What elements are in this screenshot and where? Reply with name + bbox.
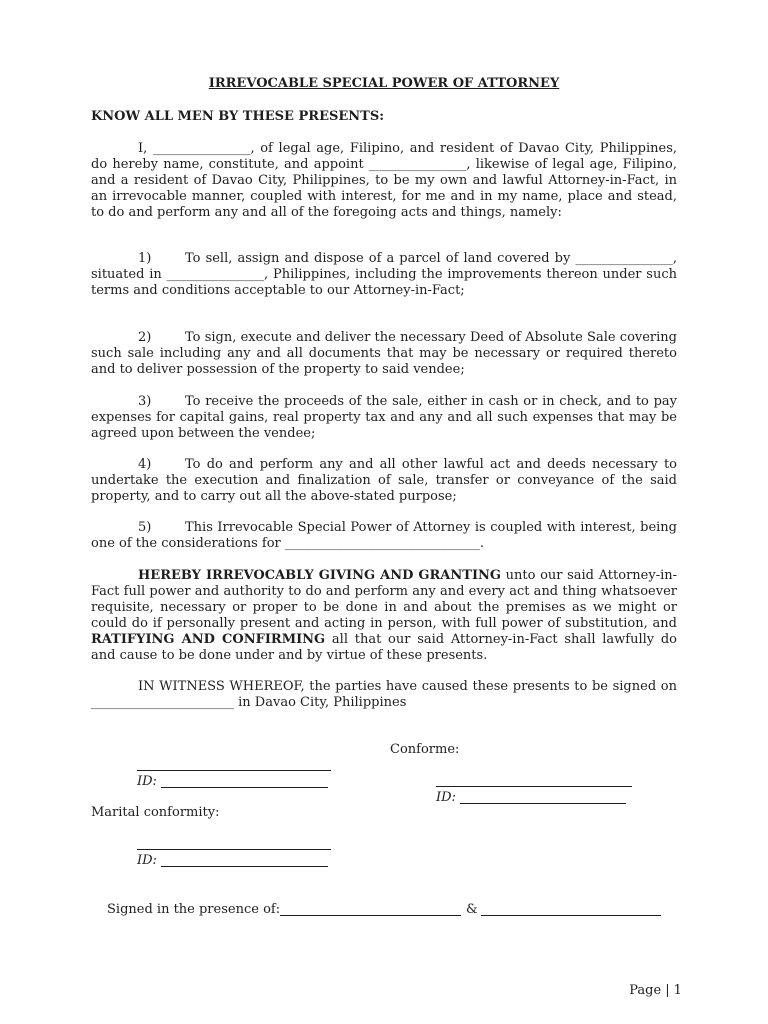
item-5: [91, 520, 677, 552]
item-4: [91, 457, 677, 505]
item-1: [91, 251, 677, 299]
attorney-name-blank: _______________: [368, 157, 467, 172]
marital-conformity-label: Marital conformity:: [91, 805, 220, 820]
witness-text-1: IN WITNESS WHEREOF, the parties have caused these presents to be signed on: [138, 679, 677, 694]
item-3-text: To receive the proceeds of the sale, either in cash or in check, and to pay expenses for capital gains, real property tax and any and all such expenses that may be agreed upon between the vendee;: [91, 394, 677, 441]
intro-text-2: , of legal age, Filipino, and resident of Davao City, Philippines, do hereby name, constitute, and appoint: [91, 141, 677, 172]
item-5-text-1: This Irrevocable Special Power of Attorney is coupled with interest, being one of the considerations for: [91, 520, 677, 551]
spouse-signature-line: [137, 849, 331, 850]
granting-bold-1: HEREBY IRREVOCABLY GIVING AND GRANTING: [138, 568, 502, 583]
item-2-number: 2): [138, 330, 152, 345]
item-3: [91, 394, 677, 442]
item-1-number: 1): [138, 251, 152, 266]
page-footer: [621, 968, 682, 998]
intro-text-3: , likewise of legal age, Filipino, and a resident of Davao City, Philippines, to be my own and lawful Attorney-in-Fact, in an irrevocable manner, coupled with interest, for me and in my name, place and stead, to do and perform any and all of the foregoing acts and things, namely:: [91, 157, 677, 220]
spouse-id-line: [161, 866, 328, 867]
conforme-label: Conforme:: [390, 742, 460, 757]
witnesses-label: Signed in the presence of:: [107, 902, 281, 917]
item-5-number: 5): [138, 520, 152, 535]
item-5-text-2: .: [479, 536, 485, 551]
consideration-blank: ______________________________: [284, 536, 480, 551]
grantor-name-blank: _______________: [152, 141, 251, 156]
witness-ampersand: &: [466, 902, 478, 917]
principal-id-line: [161, 787, 328, 788]
page-separator: |: [665, 983, 670, 998]
item-4-text: To do and perform any and all other lawful act and deeds necessary to undertake the execution and finalization of sale, transfer or conveyance of the said property, and to carry out all the above-stated purpose;: [91, 457, 677, 504]
intro-paragraph: [91, 141, 677, 221]
witness-1-line: [280, 915, 461, 916]
conforme-id-line: [460, 803, 626, 804]
item-2-text: To sign, execute and deliver the necessary Deed of Absolute Sale covering such sale including any and all documents that may be necessary or required thereto and to deliver possession of the property to said vendee;: [91, 330, 677, 377]
salutation: KNOW ALL MEN BY THESE PRESENTS:: [91, 109, 385, 124]
granting-text-1: unto our said Attorney-in-Fact full power and authority to do and perform any and every act and thing whatsoever requisite, necessary or proper to be done in and about the premises as we might or could do if personally present and acting in person, with full power of substitution, and: [91, 568, 678, 631]
location-blank: _______________: [166, 267, 265, 282]
page-number: 1: [673, 983, 682, 998]
witness-text-2: in Davao City, Philippines: [234, 695, 407, 710]
item-2: [91, 330, 677, 378]
conforme-id-label: ID:: [436, 790, 456, 805]
item-4-number: 4): [138, 457, 152, 472]
conforme-signature-line: [436, 786, 632, 787]
title-number-blank: _______________: [575, 251, 673, 266]
document-title: IRREVOCABLE SPECIAL POWER OF ATTORNEY: [208, 76, 560, 91]
item-1-text-3: , Philippines, including the improvements thereon under such terms and conditions acceptable to our Attorney-in-Fact;: [91, 267, 677, 298]
item-3-number: 3): [138, 394, 152, 409]
granting-bold-2: RATIFYING AND CONFIRMING: [91, 632, 326, 647]
date-blank: ______________________: [91, 695, 234, 710]
granting-text-2: all that our said Attorney-in-Fact shall lawfully do and cause to be done under and by virtue of these presents.: [91, 632, 678, 663]
principal-signature-line: [137, 770, 331, 771]
intro-text-1: I,: [138, 141, 153, 156]
witness-paragraph: [91, 679, 677, 711]
principal-id-label: ID:: [137, 774, 157, 789]
spouse-id-label: ID:: [137, 853, 157, 868]
page-label: Page: [629, 983, 662, 998]
item-1-text-2: , situated in: [91, 251, 677, 282]
witness-2-line: [481, 915, 661, 916]
item-1-text-1: To sell, assign and dispose of a parcel of land covered by: [185, 251, 576, 266]
granting-paragraph: [91, 568, 677, 664]
